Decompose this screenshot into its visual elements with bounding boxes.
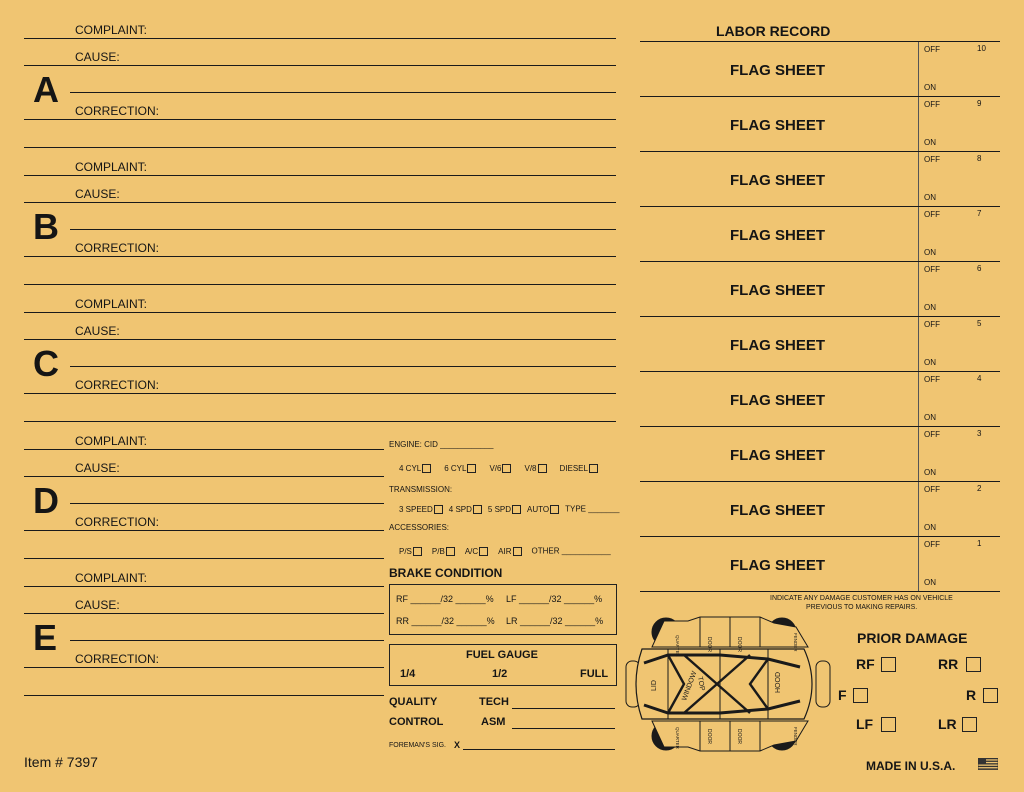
flag-sheet-label[interactable]: FLAG SHEET <box>730 502 826 519</box>
damage-lr-checkbox[interactable] <box>962 717 977 732</box>
labor-row-number: 5 <box>977 319 982 328</box>
complaint-label: COMPLAINT: <box>75 23 148 37</box>
option-checkbox[interactable] <box>589 464 598 473</box>
labor-on-label: ON <box>924 523 936 532</box>
labor-row-number: 8 <box>977 154 982 163</box>
labor-off-label: OFF <box>924 155 940 164</box>
damage-r-checkbox[interactable] <box>983 688 998 703</box>
car-label-hood: HOOD <box>775 672 782 693</box>
option-checkbox[interactable] <box>473 505 482 514</box>
flag-sheet-label[interactable]: FLAG SHEET <box>730 447 826 464</box>
correction-line-2[interactable] <box>24 695 384 696</box>
brake-lf[interactable]: LF ______/32 ______% <box>506 594 603 604</box>
labor-row-number: 7 <box>977 209 982 218</box>
labor-on-label: ON <box>924 248 936 257</box>
labor-off-label: OFF <box>924 430 940 439</box>
damage-lf-checkbox[interactable] <box>881 717 896 732</box>
complaint-label: COMPLAINT: <box>75 160 148 174</box>
correction-line[interactable] <box>24 119 616 120</box>
cause-line-2[interactable] <box>70 366 616 367</box>
car-label-fender-1: FENDER <box>793 633 798 652</box>
section-letter: B <box>33 206 59 247</box>
labor-off-label: OFF <box>924 540 940 549</box>
option-item[interactable]: 5 SPD <box>488 505 521 514</box>
cause-line-2[interactable] <box>70 503 384 504</box>
transmission-label: TRANSMISSION: <box>389 485 453 494</box>
damage-r-label: R <box>966 687 977 703</box>
labor-on-label: ON <box>924 413 936 422</box>
complaint-line[interactable] <box>24 312 616 313</box>
labor-row-number: 3 <box>977 429 982 438</box>
option-item[interactable]: A/C <box>465 547 488 556</box>
accessories-label: ACCESSORIES: <box>389 523 450 532</box>
complaint-line[interactable] <box>24 586 384 587</box>
us-flag-icon <box>978 758 998 770</box>
cause-label: CAUSE: <box>75 50 120 64</box>
cause-label: CAUSE: <box>75 598 120 612</box>
accessory-options <box>399 547 611 556</box>
cause-label: CAUSE: <box>75 461 120 475</box>
car-label-quarter-2: QUARTER <box>675 727 680 749</box>
asm-line[interactable] <box>512 728 615 729</box>
correction-line[interactable] <box>24 256 616 257</box>
section-letter: A <box>33 69 59 110</box>
flag-sheet-label[interactable]: FLAG SHEET <box>730 117 826 134</box>
flag-sheet-label[interactable]: FLAG SHEET <box>730 227 826 244</box>
option-checkbox[interactable] <box>502 464 511 473</box>
correction-label: CORRECTION: <box>75 515 159 529</box>
labor-row-line <box>640 316 1000 317</box>
cause-line[interactable] <box>24 202 616 203</box>
flag-sheet-label[interactable]: FLAG SHEET <box>730 62 826 79</box>
fuel-half[interactable]: 1/2 <box>492 668 508 680</box>
cause-line-2[interactable] <box>70 92 616 93</box>
labor-row-line <box>640 536 1000 537</box>
option-item[interactable]: V/8 <box>524 464 546 473</box>
option-checkbox[interactable] <box>513 547 522 556</box>
damage-rf-checkbox[interactable] <box>881 657 896 672</box>
car-label-door-3: DOOR <box>706 729 712 744</box>
correction-line[interactable] <box>24 667 384 668</box>
option-item[interactable]: DIESEL <box>560 464 598 473</box>
prior-damage-title: PRIOR DAMAGE <box>857 630 968 646</box>
labor-off-label: OFF <box>924 45 940 54</box>
vehicle-diagram[interactable] <box>624 615 834 755</box>
option-item[interactable]: AUTO <box>527 505 559 514</box>
flag-sheet-label[interactable]: FLAG SHEET <box>730 557 826 574</box>
damage-note-1: INDICATE ANY DAMAGE CUSTOMER HAS ON VEHICLE <box>770 595 953 602</box>
option-extra[interactable]: TYPE _______ <box>565 504 620 514</box>
flag-sheet-label[interactable]: FLAG SHEET <box>730 172 826 189</box>
damage-rr-label: RR <box>938 656 959 672</box>
car-label-quarter-1: QUARTER <box>675 635 680 657</box>
labor-row-line <box>640 261 1000 262</box>
flag-sheet-label[interactable]: FLAG SHEET <box>730 282 826 299</box>
labor-on-label: ON <box>924 578 936 587</box>
labor-off-label: OFF <box>924 210 940 219</box>
car-label-door-4: DOOR <box>736 729 742 744</box>
engine-label: ENGINE: CID ____________ <box>389 440 494 449</box>
labor-row-line <box>640 206 1000 207</box>
labor-row-number: 9 <box>977 99 982 108</box>
option-item[interactable]: P/B <box>432 547 455 556</box>
labor-off-label: OFF <box>924 265 940 274</box>
section-letter: E <box>33 617 58 658</box>
labor-row-number: 10 <box>977 44 986 53</box>
asm-label: ASM <box>481 716 506 728</box>
complaint-label: COMPLAINT: <box>75 434 148 448</box>
complaint-line[interactable] <box>24 38 616 39</box>
option-item[interactable]: P/S <box>399 547 422 556</box>
tech-line[interactable] <box>512 708 615 709</box>
transmission-options <box>399 505 619 514</box>
correction-label: CORRECTION: <box>75 241 159 255</box>
labor-on-label: ON <box>924 303 936 312</box>
cause-line[interactable] <box>24 65 616 66</box>
labor-on-label: ON <box>924 138 936 147</box>
cause-line[interactable] <box>24 339 616 340</box>
option-checkbox[interactable] <box>434 505 443 514</box>
car-label-door-1: DOOR <box>706 637 712 652</box>
labor-row-line <box>640 371 1000 372</box>
car-label-door-2: DOOR <box>736 637 742 652</box>
option-checkbox[interactable] <box>467 464 476 473</box>
correction-line-2[interactable] <box>24 147 616 148</box>
correction-line-2[interactable] <box>24 558 384 559</box>
foreman-sig-label: FOREMAN'S SIG. <box>389 742 446 749</box>
cause-line[interactable] <box>24 476 384 477</box>
option-item[interactable]: AIR <box>498 547 521 556</box>
fuel-title: FUEL GAUGE <box>466 649 538 661</box>
correction-line[interactable] <box>24 530 384 531</box>
car-label-top: TOP <box>696 676 706 692</box>
fuel-full[interactable]: FULL <box>580 668 609 680</box>
cause-label: CAUSE: <box>75 324 120 338</box>
engine-options <box>399 464 611 473</box>
labor-on-label: ON <box>924 193 936 202</box>
control-label: CONTROL <box>389 716 444 728</box>
labor-on-label: ON <box>924 83 936 92</box>
brake-title: BRAKE CONDITION <box>389 566 503 580</box>
brake-lr[interactable]: LR ______/32 ______% <box>506 616 604 626</box>
option-item[interactable]: V/6 <box>489 464 511 473</box>
option-checkbox[interactable] <box>538 464 547 473</box>
section-letter: D <box>33 480 59 521</box>
labor-top-line <box>640 41 1000 42</box>
damage-lr-label: LR <box>938 716 957 732</box>
labor-off-label: OFF <box>924 100 940 109</box>
item-number: Item # 7397 <box>24 754 98 770</box>
made-in-usa: MADE IN U.S.A. <box>866 759 956 773</box>
labor-row-number: 2 <box>977 484 982 493</box>
brake-box <box>389 584 617 635</box>
option-item[interactable]: 4 SPD <box>449 505 482 514</box>
car-label-window: WINDOW <box>681 670 699 702</box>
option-checkbox[interactable] <box>512 505 521 514</box>
cause-label: CAUSE: <box>75 187 120 201</box>
labor-on-label: ON <box>924 358 936 367</box>
quality-label: QUALITY <box>389 696 438 708</box>
correction-label: CORRECTION: <box>75 378 159 392</box>
damage-rr-checkbox[interactable] <box>966 657 981 672</box>
section-letter: C <box>33 343 59 384</box>
option-item[interactable]: 3 SPEED <box>399 505 443 514</box>
car-label-fender-2: FENDER <box>793 727 798 746</box>
complaint-label: COMPLAINT: <box>75 297 148 311</box>
fuel-gauge-box <box>389 644 617 686</box>
labor-on-label: ON <box>924 468 936 477</box>
option-checkbox[interactable] <box>422 464 431 473</box>
cause-line[interactable] <box>24 613 384 614</box>
fuel-quarter[interactable]: 1/4 <box>400 668 416 680</box>
labor-row-line <box>640 426 1000 427</box>
damage-f-checkbox[interactable] <box>853 688 868 703</box>
damage-rf-label: RF <box>856 656 875 672</box>
complaint-line[interactable] <box>24 449 384 450</box>
labor-row-line <box>640 591 1000 592</box>
cause-line-2[interactable] <box>70 640 384 641</box>
damage-f-label: F <box>838 687 847 703</box>
damage-lf-label: LF <box>856 716 874 732</box>
labor-row-line <box>640 481 1000 482</box>
option-item[interactable]: 4 CYL <box>399 464 431 473</box>
foreman-sig-line[interactable] <box>463 749 615 750</box>
correction-label: CORRECTION: <box>75 652 159 666</box>
correction-line-2[interactable] <box>24 284 616 285</box>
flag-sheet-label[interactable]: FLAG SHEET <box>730 337 826 354</box>
complaint-label: COMPLAINT: <box>75 571 148 585</box>
labor-divider <box>918 42 919 592</box>
labor-row-number: 4 <box>977 374 982 383</box>
labor-off-label: OFF <box>924 485 940 494</box>
foreman-x: X <box>454 740 461 750</box>
brake-rr[interactable]: RR ______/32 ______% <box>396 616 495 626</box>
flag-sheet-label[interactable]: FLAG SHEET <box>730 392 826 409</box>
correction-line[interactable] <box>24 393 616 394</box>
complaint-line[interactable] <box>24 175 616 176</box>
option-extra[interactable]: OTHER ___________ <box>531 546 611 556</box>
labor-row-line <box>640 151 1000 152</box>
cause-line-2[interactable] <box>70 229 616 230</box>
labor-off-label: OFF <box>924 375 940 384</box>
labor-row-line <box>640 96 1000 97</box>
tech-label: TECH <box>479 696 509 708</box>
option-checkbox[interactable] <box>550 505 559 514</box>
damage-note-2: PREVIOUS TO MAKING REPAIRS. <box>806 604 918 611</box>
labor-off-label: OFF <box>924 320 940 329</box>
option-checkbox[interactable] <box>413 547 422 556</box>
option-item[interactable]: 6 CYL <box>444 464 476 473</box>
option-checkbox[interactable] <box>446 547 455 556</box>
car-label-lid: LID <box>651 680 658 691</box>
labor-row-number: 1 <box>977 539 982 548</box>
correction-label: CORRECTION: <box>75 104 159 118</box>
brake-rf[interactable]: RF ______/32 ______% <box>396 594 494 604</box>
labor-record-title: LABOR RECORD <box>716 23 831 39</box>
correction-line-2[interactable] <box>24 421 616 422</box>
labor-row-number: 6 <box>977 264 982 273</box>
option-checkbox[interactable] <box>479 547 488 556</box>
